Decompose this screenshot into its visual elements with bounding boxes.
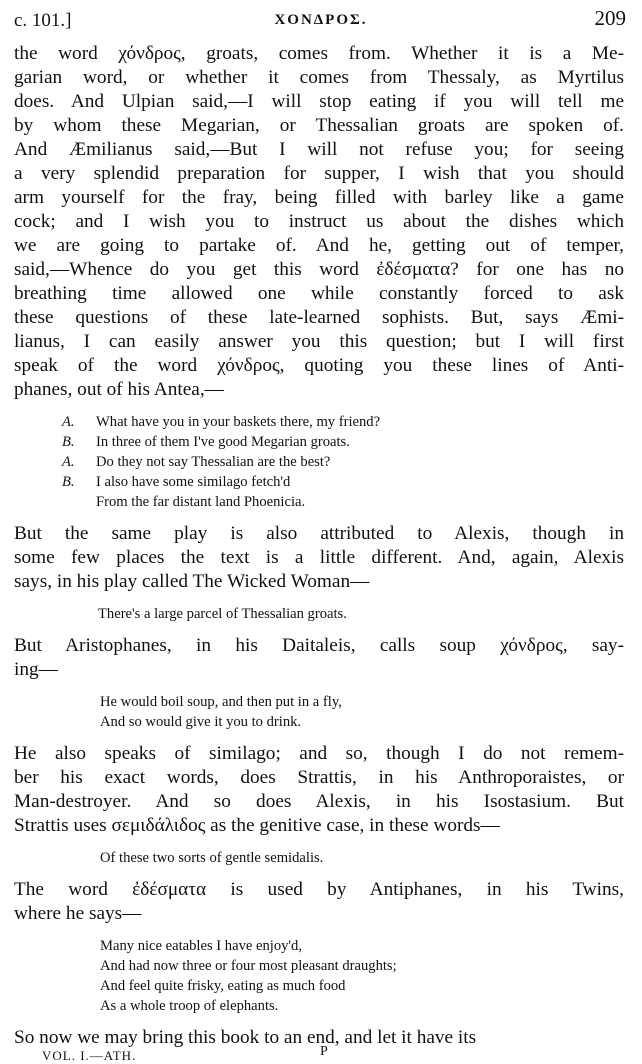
- text-line: the word χόνδρος, groats, comes from. Whether it is a Me-: [14, 43, 624, 64]
- verse-line: [100, 712, 624, 732]
- verse-line: [62, 472, 624, 492]
- verse-text: Of these two sorts of gentle semidalis.: [100, 850, 324, 866]
- chapter-reference: c. 101.]: [14, 10, 72, 31]
- paragraph: [14, 1026, 624, 1050]
- speaker-label: B.: [62, 474, 75, 490]
- verse-text: What have you in your baskets there, my friend?: [96, 414, 381, 430]
- text-line: phanes, out of his Antea,—: [14, 379, 224, 400]
- verse-line: [62, 432, 624, 452]
- text-line: a very splendid preparation for supper, I wish that you should: [14, 163, 624, 184]
- page-number: 209: [594, 6, 626, 30]
- verse-line: [100, 996, 624, 1016]
- text-line: lianus, I can easily answer you this question; but I will first: [14, 331, 624, 352]
- verse-text: And so would give it you to drink.: [100, 714, 302, 730]
- verse-line: [62, 412, 624, 432]
- verse-text: Many nice eatables I have enjoy'd,: [100, 938, 302, 954]
- verse-text: And feel quite frisky, eating as much food: [100, 978, 346, 994]
- speaker-label: A.: [62, 454, 75, 470]
- text-line: But the same play is also attributed to Alexis, though in: [14, 523, 624, 544]
- text-line: breathing time allowed one while constantly forced to ask: [14, 283, 624, 304]
- verse-quotation: [14, 412, 624, 512]
- running-header: [14, 6, 628, 34]
- body-text: [14, 42, 624, 1060]
- paragraph: [14, 634, 624, 682]
- verse-quotation: [14, 936, 624, 1016]
- footer-volume: VOL. I.—ATH.: [42, 1048, 137, 1063]
- verse-line: [100, 956, 624, 976]
- verse-text: There's a large parcel of Thessalian groats.: [98, 606, 347, 622]
- text-line: we are going to partake of. And he, getting out of temper,: [14, 235, 624, 256]
- verse-line: [100, 936, 624, 956]
- text-line: cock; and I wish you to instruct us about the dishes which: [14, 211, 624, 232]
- text-line: garian word, or whether it comes from Thessaly, as Myrtilus: [14, 67, 624, 88]
- verse-line: [100, 976, 624, 996]
- text-line: speak of the word χόνδρος, quoting you these lines of Anti-: [14, 355, 624, 376]
- speaker-label: B.: [62, 434, 75, 450]
- text-line: some few places the text is a little different. And, again, Alexis: [14, 547, 624, 568]
- text-line: He also speaks of similago; and so, though I do not remem-: [14, 743, 624, 764]
- paragraph: [14, 42, 624, 402]
- verse-text: I also have some similago fetch'd: [96, 474, 291, 490]
- text-line: says, in his play called The Wicked Woman—: [14, 571, 370, 592]
- text-line: arm yourself for the fray, being filled with barley like a game: [14, 187, 624, 208]
- footer-signature: P: [320, 1044, 328, 1059]
- text-line: And Æmilianus said,—But I will not refuse you; for seeing: [14, 139, 624, 160]
- text-line: So now we may bring this book to an end, and let it have its: [14, 1027, 477, 1048]
- verse-line: [98, 604, 624, 624]
- verse-text: Do they not say Thessalian are the best?: [96, 454, 331, 470]
- verse-quotation: [14, 604, 624, 624]
- text-line: does. And Ulpian said,—I will stop eating if you will tell me: [14, 91, 624, 112]
- verse-line: [100, 848, 624, 868]
- verse-text: As a whole troop of elephants.: [100, 998, 279, 1014]
- verse-text: From the far distant land Phoenicia.: [96, 494, 306, 510]
- verse-quotation: [14, 692, 624, 732]
- text-line: where he says—: [14, 903, 142, 924]
- text-line: Strattis uses σεμιδάλιδος as the genitive case, in these words—: [14, 815, 500, 836]
- verse-text: In three of them I've good Megarian groats.: [96, 434, 350, 450]
- text-line: by whom these Megarian, or Thessalian groats are spoken of.: [14, 115, 624, 136]
- text-line: ing—: [14, 659, 58, 680]
- verse-text: He would boil soup, and then put in a fly,: [100, 694, 342, 710]
- paragraph: [14, 878, 624, 926]
- running-title: ΧΟΝΔΡΟΣ.: [274, 12, 368, 28]
- speaker-label: A.: [62, 414, 75, 430]
- text-line: ber his exact words, does Strattis, in his Anthroporaistes, or: [14, 767, 624, 788]
- verse-line: [100, 692, 624, 712]
- text-line: But Aristophanes, in his Daitaleis, calls soup χόνδρος, say-: [14, 635, 624, 656]
- text-line: Man-destroyer. And so does Alexis, in his Isostasium. But: [14, 791, 624, 812]
- verse-line: [62, 492, 624, 512]
- paragraph: [14, 522, 624, 594]
- verse-line: [62, 452, 624, 472]
- text-line: The word ἐδέσματα is used by Antiphanes, in his Twins,: [14, 879, 624, 900]
- verse-text: And had now three or four most pleasant draughts;: [100, 958, 397, 974]
- text-line: these questions of these late-learned sophists. But, says Æmi-: [14, 307, 624, 328]
- verse-quotation: [14, 848, 624, 868]
- paragraph: [14, 742, 624, 838]
- text-line: said,—Whence do you get this word ἐδέσματα? for one has no: [14, 259, 624, 280]
